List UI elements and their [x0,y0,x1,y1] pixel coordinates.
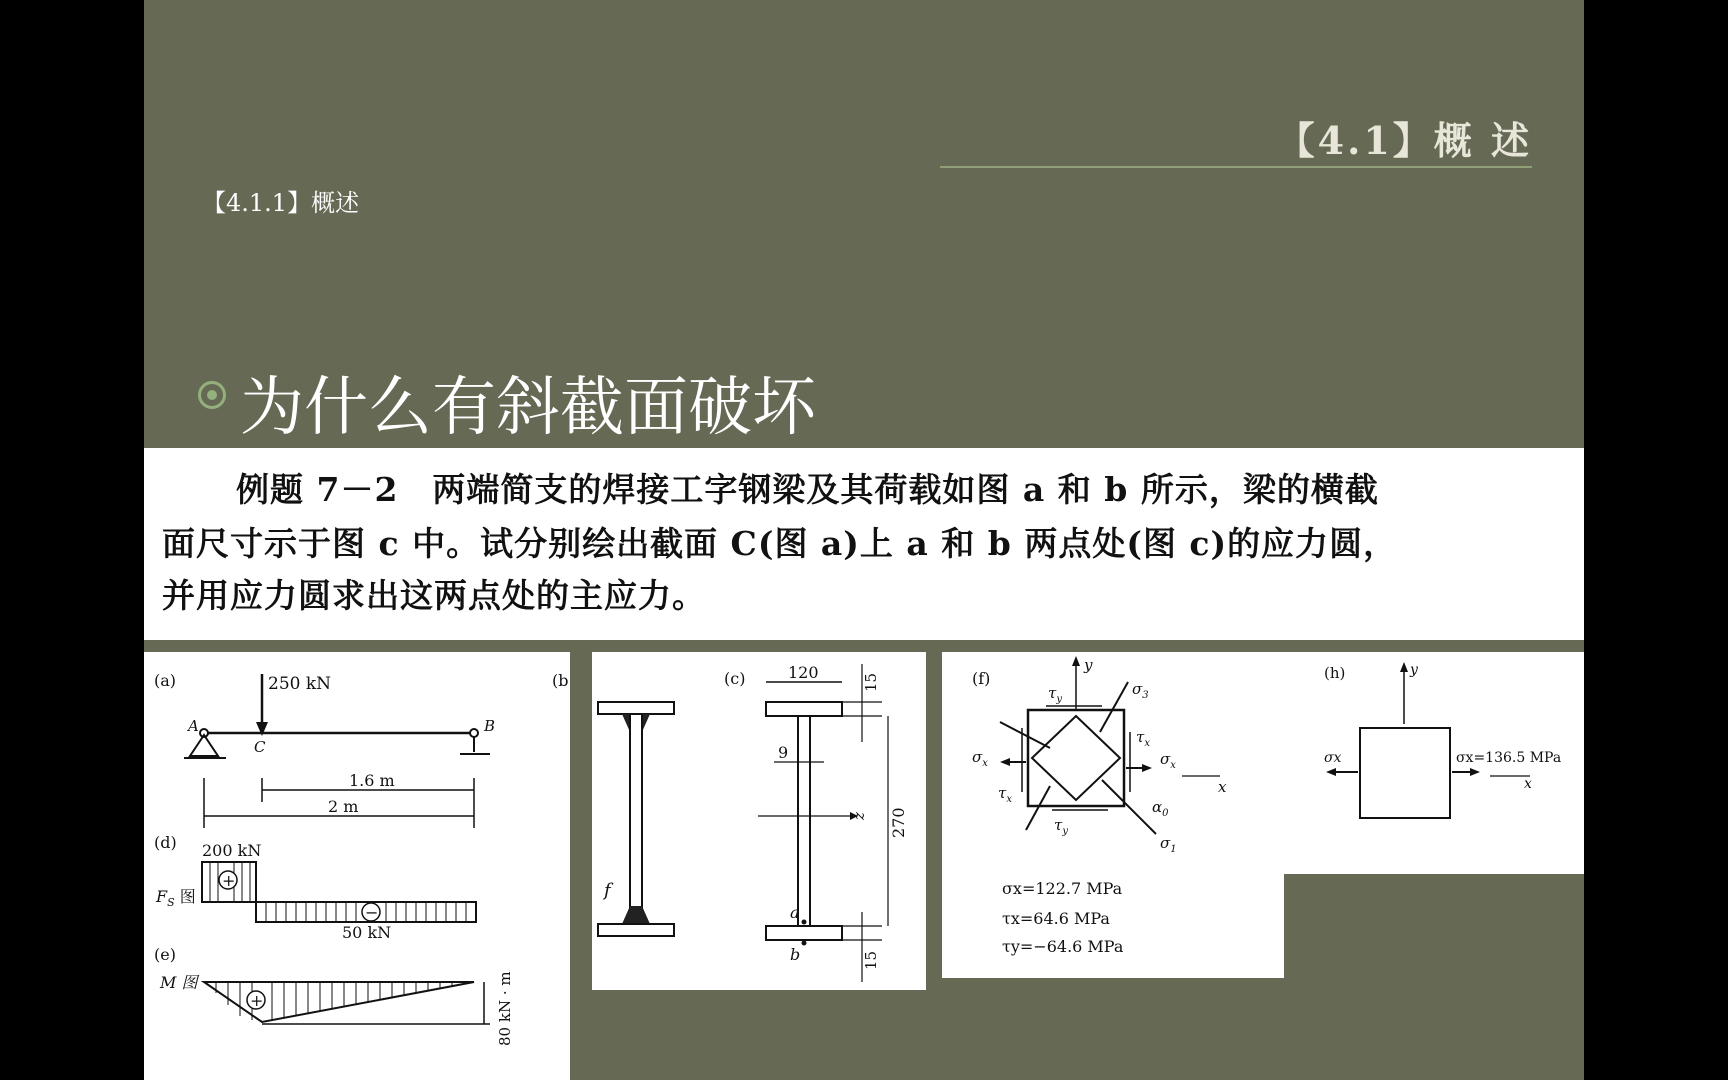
point-b: b [790,945,801,964]
section-title: 【4.1】概 述 [1276,118,1532,163]
moment-value: 80 kN · m [496,971,514,1046]
problem-statement [144,448,1584,640]
h-sigma-right: σx=136.5 MPa [1456,750,1562,766]
dim-120: 120 [788,663,819,682]
h-sigma-right-head [1470,768,1480,776]
subsection-title: 【4.1.1】概述 [202,189,360,217]
fig-label-e: (e) [154,945,176,964]
problem-line-2: 面尺寸示于图 c 中。试分别绘出截面 C(图 a)上 a 和 b 两点处(图 c)的应力圆， [162,524,1398,563]
point-C: C [254,738,266,756]
uniaxial-element-svg [1284,652,1584,874]
shear-minus: − [365,903,379,922]
tau-x-right: $\tau_x$ [1136,728,1150,749]
section-top-flange [766,702,842,716]
headline: 为什么有斜截面破坏 [240,371,816,445]
fig-label-b-partial: (b [552,671,569,690]
slide [144,0,1584,1080]
h-axis-x: x [1524,776,1532,792]
result-tau-x: τx=64.6 MPa [1002,909,1110,928]
load-label: 250 kN [268,674,332,694]
point-B: B [484,717,496,735]
title-divider [940,166,1532,168]
fig-label-c: (c) [724,669,746,688]
figure-stress-element [942,652,1284,978]
moment-plus: + [250,991,264,1010]
sigma-x-left: $\sigma_x$ [972,748,988,769]
h-y-axis-arrow [1400,662,1408,672]
h-axis-y: y [1410,662,1418,678]
support-A-triangle [190,735,218,756]
moment-triangle [204,982,474,1022]
sketch-top-flange [598,702,674,714]
fig-label-d: (d) [154,833,177,852]
problem-line-1: 例题 7－2 两端简支的焊接工字钢梁及其荷载如图 a 和 b 所示，梁的横截 [236,470,1379,509]
sigma-x-right-head [1142,764,1152,772]
axis-y: y [1084,656,1093,674]
beam-diagrams-svg [144,652,570,1080]
sigma-x-right: $\sigma_x$ [1160,750,1176,771]
dim-2m: 2 m [328,797,359,816]
axis-x: x [1218,778,1227,796]
figure-i-section [592,652,926,990]
axis-z: z [850,812,868,820]
i-section-svg [592,652,926,990]
bullet-icon [198,381,226,409]
dim-9: 9 [778,743,789,762]
dim-1-6m: 1.6 m [349,771,395,790]
sketch-web [630,714,642,924]
shear-bottom-label: 50 kN [342,923,392,942]
sketch-bottom-weld [622,906,650,924]
tau-y-bottom: $\tau_y$ [1054,816,1068,837]
dim-15-bottom: 15 [862,950,880,970]
h-sigma-left-head [1326,768,1336,776]
sigma1-label: $\sigma_1$ [1160,834,1177,855]
h-element-square [1360,728,1450,818]
figure-beam-diagrams [144,652,570,1080]
fig-label-f: (f) [972,669,991,688]
figure-uniaxial-element [1284,652,1584,874]
result-sigma-x: σx=122.7 MPa [1002,879,1123,898]
support-B-pin [470,729,478,737]
section-bottom-flange [766,926,842,940]
y-axis-arrow [1072,656,1080,666]
alpha0-label: $\alpha_0$ [1152,798,1169,819]
problem-line-3: 并用应力圆求出这两点处的主应力。 [162,576,706,615]
shear-axis-label: $F_S$ 图 [156,887,196,909]
stress-element-svg [942,652,1284,978]
section-web [798,716,810,926]
point-A: A [188,717,199,735]
tau-x-left: $\tau_x$ [998,784,1012,805]
tau-y-top: $\tau_y$ [1048,684,1062,705]
moment-axis-label: M 图 [160,973,198,992]
fig-label-a: (a) [154,671,177,690]
shear-top-label: 200 kN [202,841,262,860]
point-b-dot [802,941,807,946]
sketch-bottom-flange [598,924,674,936]
point-a: a [790,903,800,922]
h-sigma-left: σx [1324,750,1342,766]
point-a-dot [802,920,807,925]
sigma-x-left-head [1000,758,1010,766]
fig-label-h: (h) [1324,664,1346,682]
result-tau-y: τy=−64.6 MPa [1002,937,1124,956]
shear-plus: + [222,871,236,890]
dim-270: 270 [889,807,908,838]
sigma3-label: $\sigma_3$ [1132,680,1149,701]
point-f: f [604,880,611,901]
dim-15-top: 15 [862,672,880,692]
